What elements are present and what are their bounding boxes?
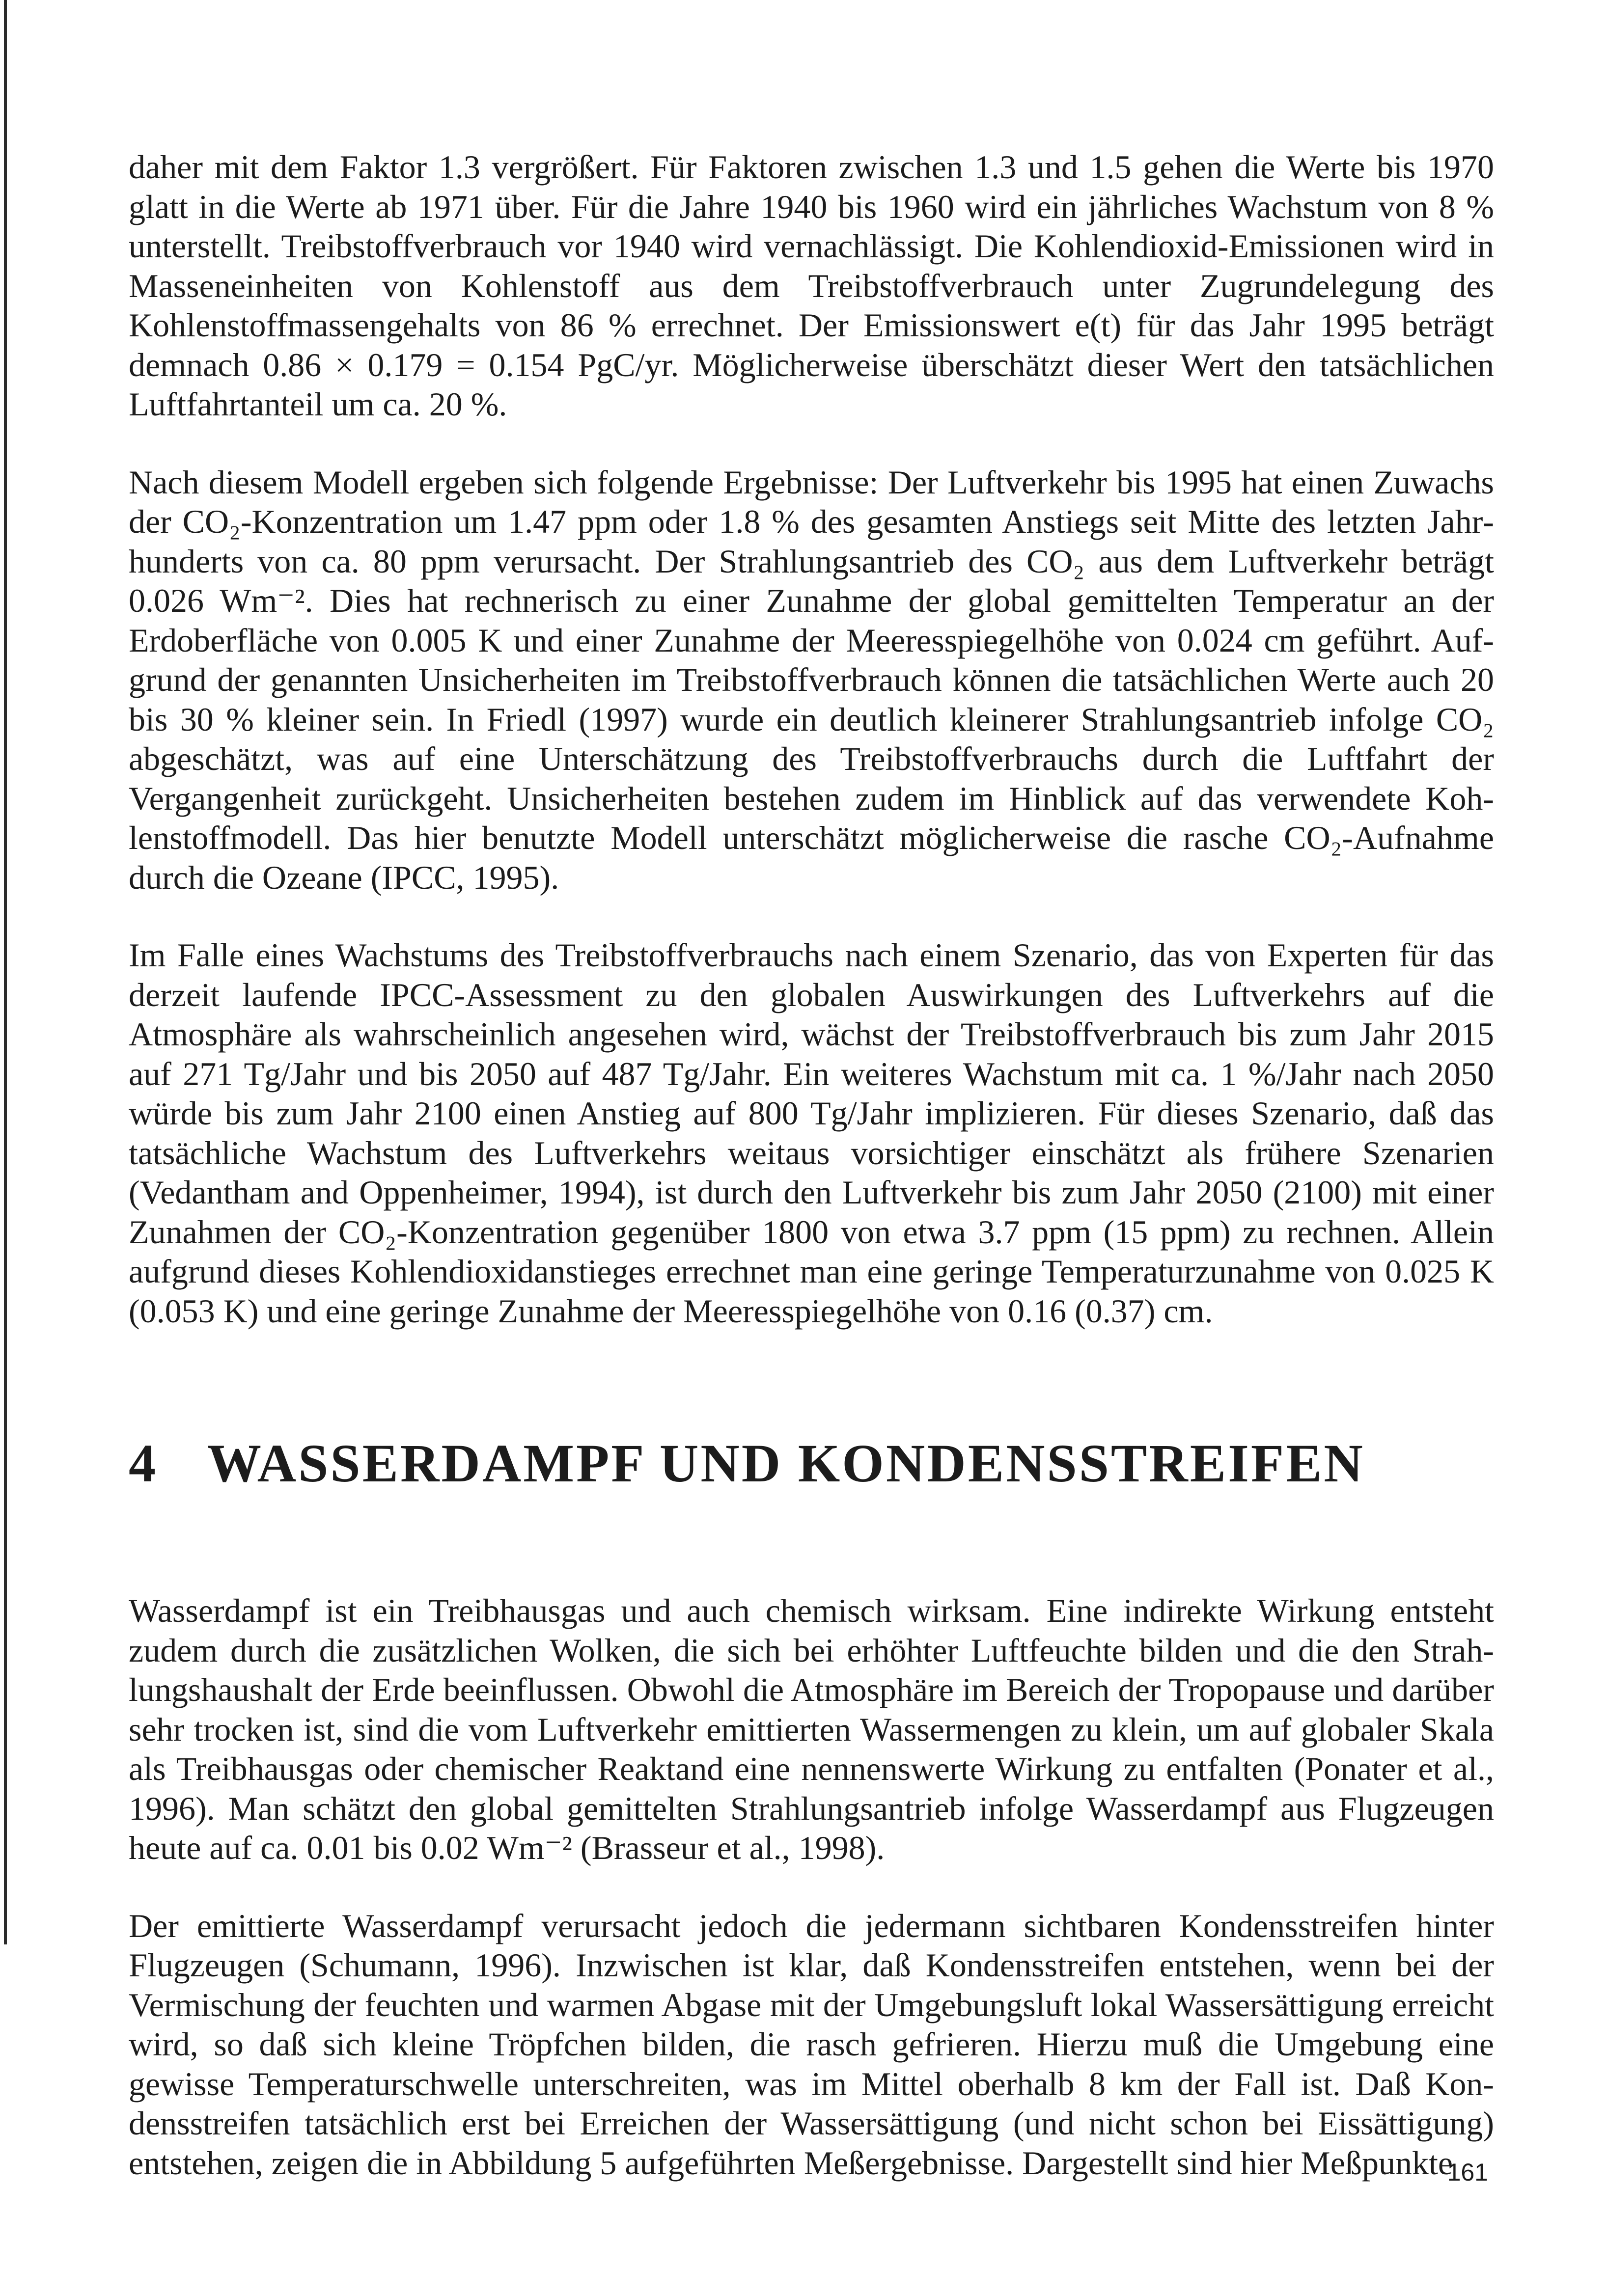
section-number: 4 [129,1433,158,1493]
paragraph-model-results: Nach diesem Modell ergeben sich folgende Ergebnisse: Der Luftverkehr bis 1995 hat einen Zuwachs der CO₂-Konzentration um 1.47 ppm oder 1.8 % des gesamten Anstiegs seit Mitte des letzten Jahrhunderts von ca. 80 ppm verursacht. Der Strahlungsantrieb des CO₂ aus dem Luftverkehr beträgt 0.026 Wm⁻². Dies hat rechnerisch zu einer Zunahme der global gemittelten Temperatur an der Erdoberfläche von 0.005 K und einer Zunahme der Meeresspiegelhöhe von 0.024 cm geführt. Aufgrund der genannten Unsicherheiten im Treibstoffverbrauch können die tatsächlichen Werte auch 20 bis 30 % kleiner sein. In Friedl (1997) wurde ein deutlich kleinerer Strahlungsantrieb infolge CO₂ abgeschätzt, was auf eine Unterschätzung des Treibstoffverbrauchs durch die Luftfahrt der Vergangenheit zurückgeht. Unsicherheiten bestehen zudem im Hinblick auf das verwendete Kohlenstoffmodell. Das hier benutzte Modell unterschätzt möglicherweise die rasche CO₂-Aufnahme durch die Ozeane (IPCC, 1995). [129,463,1494,896]
paragraph-contrails: Der emittierte Wasserdampf verursacht jedoch die jedermann sichtbaren Kondensstreifen hinter Flugzeugen (Schumann, 1996). Inzwischen ist klar, daß Kondensstreifen entstehen, wenn bei der Vermischung der feuchten und warmen Abgase mit der Umgebungsluft lokal Wassersättigung erreicht wird, so daß sich kleine Tröpfchen bilden, die rasch gefrieren. Hierzu muß die Umgebung eine gewisse Temperaturschwelle unterschreiten, was im Mittel oberhalb 8 km der Fall ist. Daß Kondensstreifen tatsächlich erst bei Erreichen der Wassersättigung (und nicht schon bei Eissättigung) entstehen, zeigen die in Abbildung 5 aufgeführten Meßergebnisse. Dargestellt sind hier Meßpunkte [129,1907,1494,2182]
page-body [129,147,1494,2183]
page-number: 161 [1447,2159,1488,2186]
paragraph-ipcc-scenario: Im Falle eines Wachstums des Treibstoffverbrauchs nach einem Szenario, das von Experten für das derzeit laufende IPCC-Assessment zu den globalen Auswirkungen des Luftverkehrs auf die Atmosphäre als wahrscheinlich angesehen wird, wächst der Treibstoffverbrauch bis zum Jahr 2015 auf 271 Tg/Jahr und bis 2050 auf 487 Tg/Jahr. Ein weiteres Wachstum mit ca. 1 %/Jahr nach 2050 würde bis zum Jahr 2100 einen Anstieg auf 800 Tg/Jahr implizieren. Für dieses Szenario, daß das tatsächliche Wachstum des Luftverkehrs weitaus vorsichtiger einschätzt als frühere Szenarien (Vedantham and Oppenheimer, 1994), ist durch den Luftverkehr bis zum Jahr 2050 (2100) mit einer Zunahmen der CO₂-Konzentration gegenüber 1800 von etwa 3.7 ppm (15 ppm) zu rechnen. Allein aufgrund dieses Kohlendioxidanstieges errechnet man eine geringe Temperaturzunahme von 0.025 K (0.053 K) und eine geringe Zunahme der Meeresspiegelhöhe von 0.16 (0.37) cm. [129,936,1494,1330]
section-title: WASSERDAMPF UND KONDENSSTREIFEN [207,1433,1365,1493]
paragraph-fuel-factor: daher mit dem Faktor 1.3 vergrößert. Für Faktoren zwischen 1.3 und 1.5 gehen die Werte bis 1970 glatt in die Werte ab 1971 über. Für die Jahre 1940 bis 1960 wird ein jährliches Wachstum von 8 % unterstellt. Treibstoffverbrauch vor 1940 wird vernachlässigt. Die Kohlendioxid-Emissionen wird in Masseneinheiten von Kohlenstoff aus dem Treibstoffverbrauch unter Zugrundelegung des Kohlenstoffmassengehalts von 86 % errechnet. Der Emissionswert e(t) für das Jahr 1995 beträgt demnach 0.86 × 0.179 = 0.154 PgC/yr. Möglicherweise überschätzt dieser Wert den tatsächlichen Luftfahrtanteil um ca. 20 %. [129,148,1494,423]
paragraph-water-vapour: Wasserdampf ist ein Treibhausgas und auch chemisch wirksam. Eine indirekte Wirkung entsteht zudem durch die zusätzlichen Wolken, die sich bei erhöhter Luftfeuchte bilden und die den Strahlungshaushalt der Erde beeinflussen. Obwohl die Atmosphäre im Bereich der Tropopause und darüber sehr trocken ist, sind die vom Luftverkehr emittierten Wassermengen zu klein, um auf globaler Skala als Treibhausgas oder chemischer Reaktand eine nennenswerte Wirkung zu entfalten (Ponater et al., 1996). Man schätzt den global gemittelten Strahlungsantrieb infolge Wasserdampf aus Flugzeugen heute auf ca. 0.01 bis 0.02 Wm⁻² (Brasseur et al., 1998). [129,1592,1494,1866]
section-heading [129,1434,1494,1493]
scan-left-edge-line [4,0,7,1944]
